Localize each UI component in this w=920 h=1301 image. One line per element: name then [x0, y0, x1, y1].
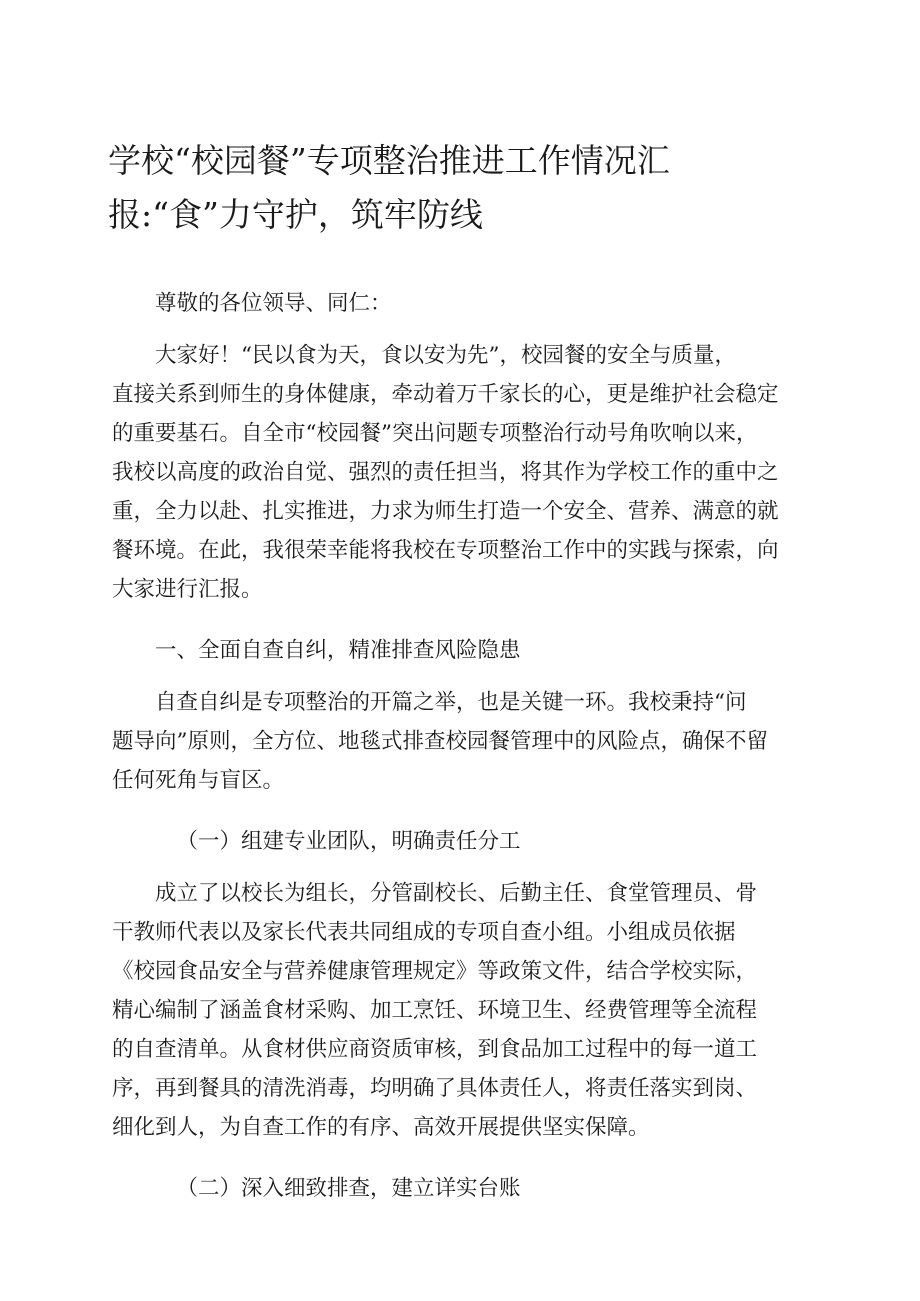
subsection-1-line: 序，再到餐具的清洗消毒，均明确了具体责任人，将责任落实到岗、	[112, 1076, 758, 1101]
intro-line: 我校以高度的政治自觉、强烈的责任担当，将其作为学校工作的重中之	[112, 460, 779, 485]
section-1-line: 自查自纠是专项整治的开篇之举，也是关键一环。我校秉持“问	[155, 690, 747, 715]
subsection-1-line: 《校园食品安全与营养健康管理规定》等政策文件，结合学校实际，	[112, 959, 758, 984]
document-title	[108, 134, 748, 242]
intro-line: 餐环境。在此，我很荣幸能将我校在专项整治工作中的实践与探索，向	[112, 538, 779, 563]
subsection-1-line: 的自查清单。从食材供应商资质审核，到食品加工过程中的每一道工	[112, 1037, 758, 1062]
intro-line: 的重要基石。自全市“校园餐”突出问题专项整治行动号角吹响以来，	[112, 421, 758, 446]
subsection-1-line: 成立了以校长为组长，分管副校长、后勤主任、食堂管理员、骨	[155, 881, 758, 906]
subsection-1-line: 细化到人，为自查工作的有序、高效开展提供坚实保障。	[112, 1115, 650, 1140]
intro-paragraph	[112, 336, 822, 609]
section-1-heading: 一、全面自查自纠，精准排查风险隐患	[155, 638, 521, 663]
intro-line: 直接关系到师生的身体健康，牵动着万千家长的心，更是维护社会稳定	[112, 382, 779, 407]
subsection-1-paragraph	[112, 874, 822, 1147]
subsection-1-line: 干教师代表以及家长代表共同组成的专项自查小组。小组成员依据	[112, 920, 736, 945]
salutation: 尊敬的各位领导、同仁：	[155, 291, 392, 316]
section-1-line: 任何死角与盲区。	[112, 768, 285, 793]
document-body	[112, 284, 822, 1221]
subsection-1-heading: （一）组建专业团队，明确责任分工	[176, 829, 521, 854]
section-1-paragraph	[112, 683, 822, 800]
intro-line: 大家好！“民以食为天，食以安为先”，校园餐的安全与质量，	[155, 343, 736, 368]
title-line-2: 报:“食”力守护，筑牢防线	[108, 195, 483, 234]
intro-line: 大家进行汇报。	[112, 577, 263, 602]
subsection-1-line: 精心编制了涵盖食材采购、加工烹饪、环境卫生、经费管理等全流程	[112, 998, 758, 1023]
intro-line: 重，全力以赴、扎实推进，力求为师生打造一个安全、营养、满意的就	[112, 499, 779, 524]
subsection-2-heading: （二）深入细致排查，建立详实台账	[176, 1176, 521, 1201]
section-1-line: 题导向”原则，全方位、地毯式排查校园餐管理中的风险点，确保不留	[112, 729, 768, 754]
title-line-1: 学校“校园餐”专项整治推进工作情况汇	[108, 141, 670, 180]
